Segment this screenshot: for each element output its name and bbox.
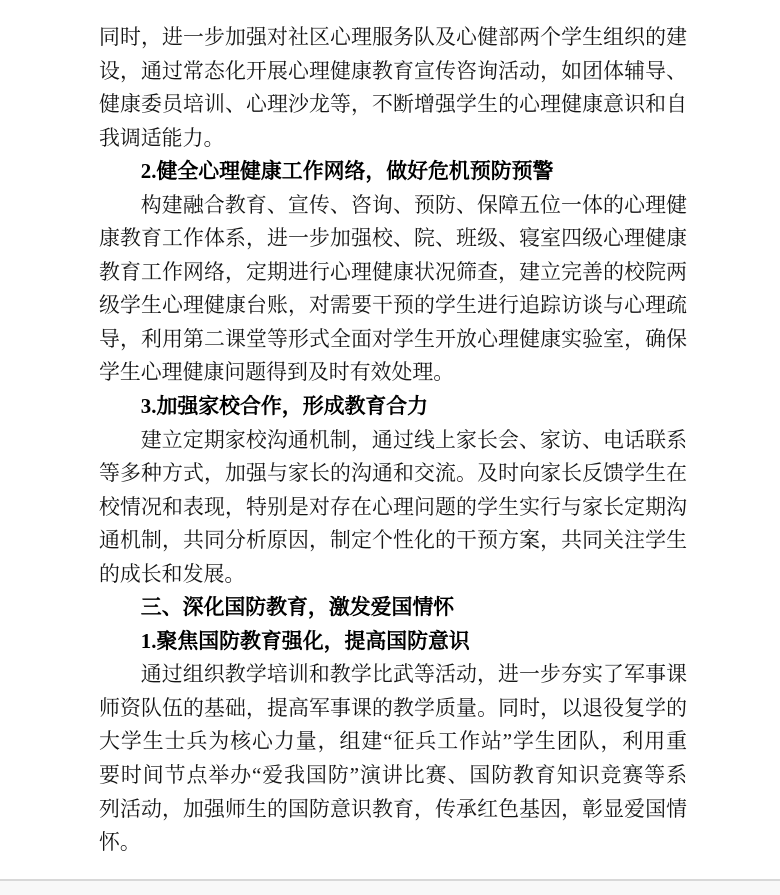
body-text-line: 学生心理健康问题得到及时有效处理。 — [99, 360, 455, 385]
document-content — [99, 21, 687, 860]
body-text-line: 怀。 — [99, 830, 141, 855]
body-text-line: 列活动，加强师生的国防意识教育，传承红色基因，彰显爱国情 — [99, 796, 687, 821]
body-text-line: 等多种方式，加强与家长的沟通和交流。及时向家长反馈学生在 — [99, 461, 687, 486]
body-text-line: 通机制，共同分析原因，制定个性化的干预方案，共同关注学生 — [99, 528, 687, 553]
heading-line: 三、深化国防教育，激发爱国情怀 — [140, 595, 455, 620]
body-text-line: 我调适能力。 — [99, 125, 225, 150]
body-text-line: 构建融合教育、宣传、咨询、预防、保障五位一体的心理健 — [140, 192, 687, 217]
body-text-line: 建立定期家校沟通机制，通过线上家长会、家访、电话联系 — [140, 427, 687, 452]
body-text-line: 通过组织教学培训和教学比武等活动，进一步夯实了军事课 — [140, 662, 687, 687]
body-text-line: 级学生心理健康台账，对需要干预的学生进行追踪访谈与心理疏 — [99, 293, 687, 318]
heading-line: 2.健全心理健康工作网络，做好危机预防预警 — [140, 159, 554, 184]
body-text-line: 健康委员培训、心理沙龙等，不断增强学生的心理健康意识和自 — [99, 92, 687, 117]
body-text-line: 康教育工作体系，进一步加强校、院、班级、寝室四级心理健康 — [99, 226, 687, 251]
body-text-line: 要时间节点举办“爱我国防”演讲比赛、国防教育知识竞赛等系 — [99, 763, 687, 788]
heading-line: 1.聚焦国防教育强化，提高国防意识 — [140, 628, 470, 653]
body-text-line: 教育工作网络，定期进行心理健康状况筛查，建立完善的校院两 — [99, 259, 687, 284]
body-text-line: 大学生士兵为核心力量，组建“征兵工作站”学生团队，利用重 — [99, 729, 687, 754]
body-text-line: 设，通过常态化开展心理健康教育宣传咨询活动，如团体辅导、 — [99, 58, 687, 83]
body-text-line: 的成长和发展。 — [99, 561, 246, 586]
body-text-line: 师资队伍的基础，提高军事课的教学质量。同时，以退役复学的 — [99, 695, 687, 720]
body-text-line: 校情况和表现，特别是对存在心理问题的学生实行与家长定期沟 — [99, 494, 687, 519]
body-text-line: 同时，进一步加强对社区心理服务队及心健部两个学生组织的建 — [99, 25, 687, 49]
page-gap — [0, 881, 780, 895]
heading-line: 3.加强家校合作，形成教育合力 — [140, 394, 429, 419]
body-text-line: 导，利用第二课堂等形式全面对学生开放心理健康实验室，确保 — [99, 326, 687, 351]
